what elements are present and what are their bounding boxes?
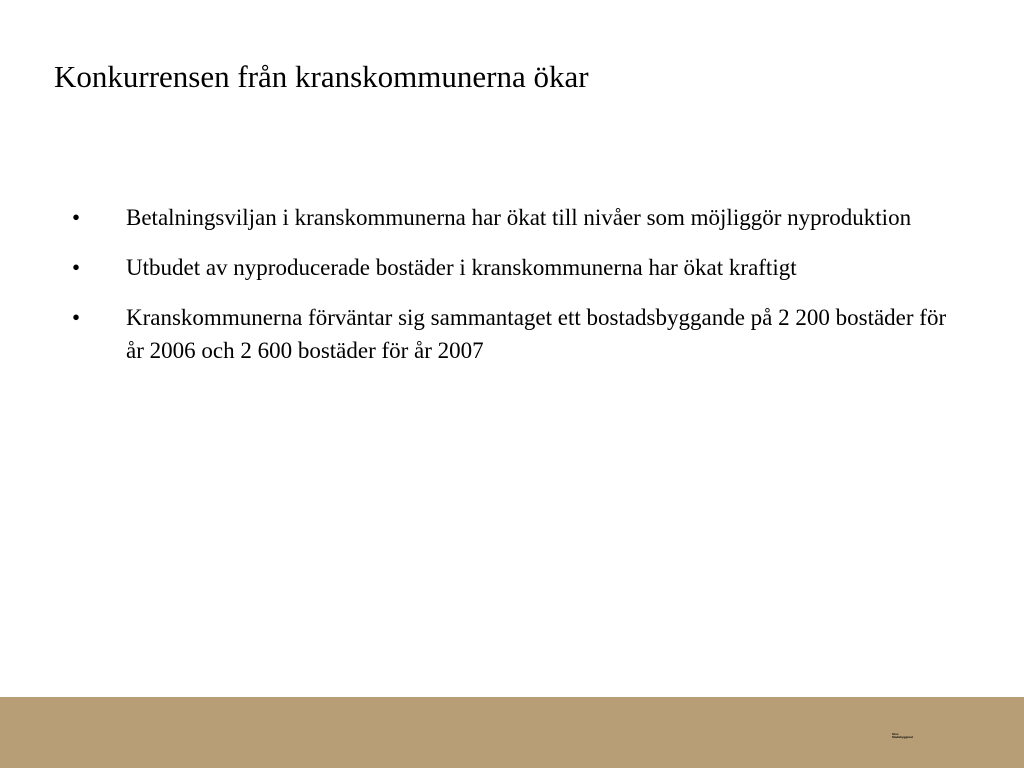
bullet-icon: •: [72, 305, 81, 330]
bullet-text: Betalningsviljan i kranskommunerna har ökat till nivåer som möjliggör nyproduktion: [126, 205, 912, 230]
bullet-icon: •: [72, 255, 81, 280]
logo-line-2: Stadsbyggnad: [892, 735, 913, 739]
bullet-icon: •: [72, 205, 81, 230]
bullet-text: Kranskommunerna förväntar sig sammantaget ett bostadsbyggande på 2 200 bostäder för år 2006 och 2 600 bostäder för år 2007: [126, 305, 947, 363]
bullet-item: [72, 251, 952, 284]
logo-line-1: Stoc: [892, 733, 899, 736]
footer-band: [0, 697, 1024, 768]
bullet-item: [72, 201, 952, 234]
slide-title: Konkurrensen från kranskommunerna ökar: [54, 59, 589, 94]
bullet-item: [72, 301, 952, 367]
bullet-list: [72, 201, 952, 384]
footer-logo: [892, 733, 918, 741]
bullet-text: Utbudet av nyproducerade bostäder i kranskommunerna har ökat kraftigt: [126, 255, 797, 280]
